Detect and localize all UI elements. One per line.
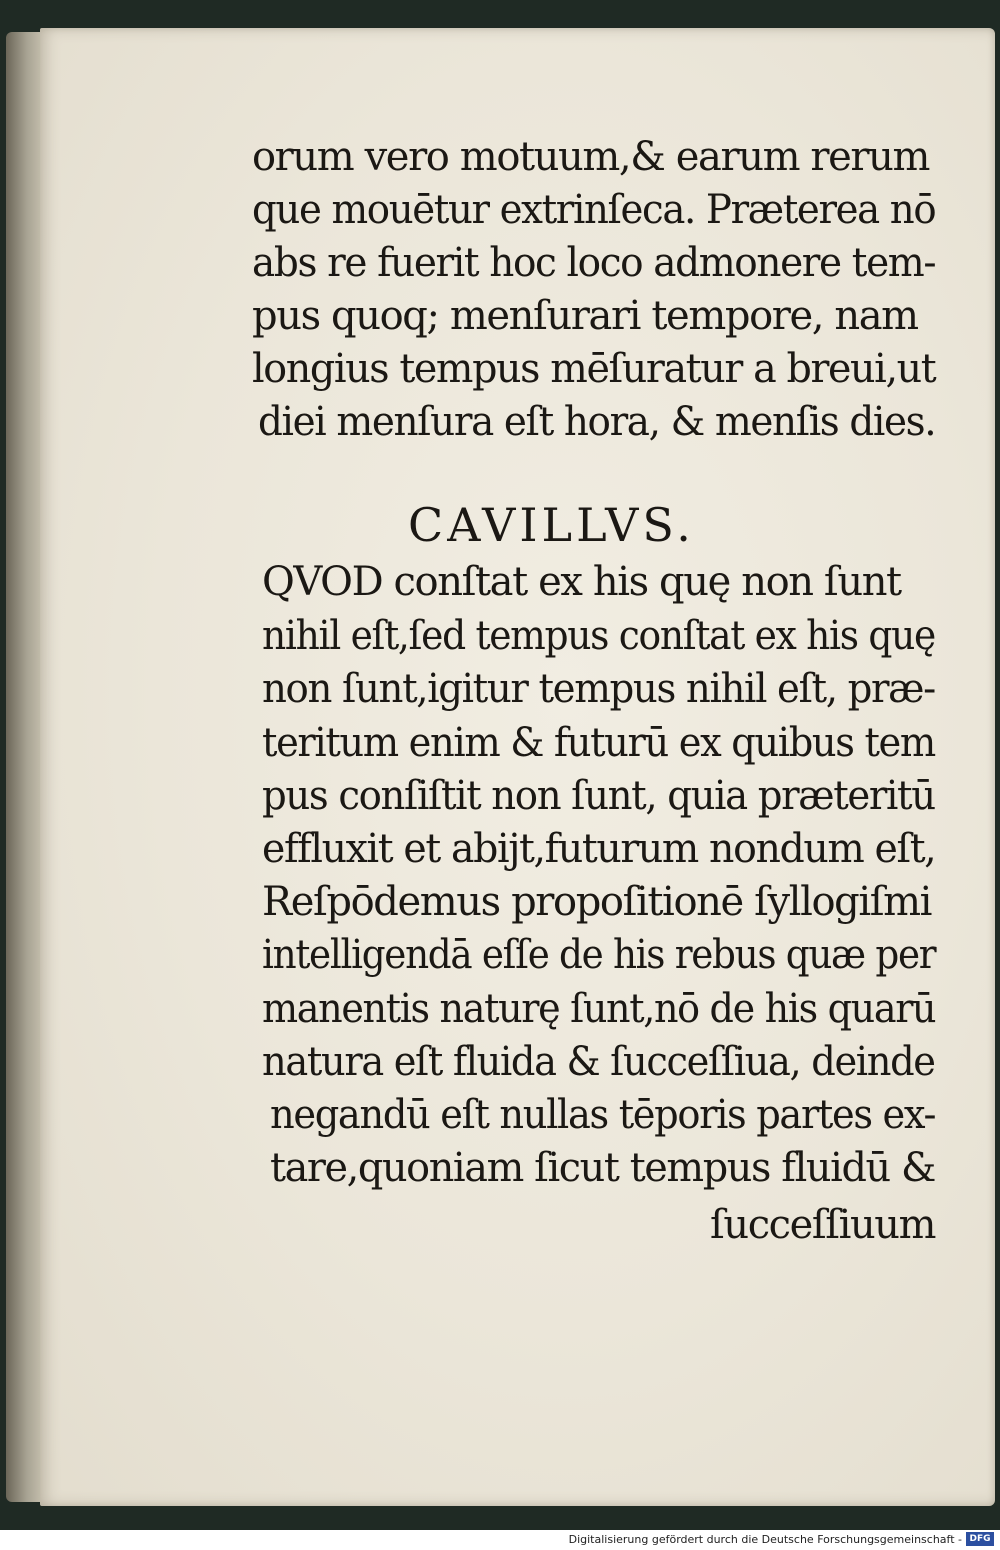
body-line-9: manentis naturę ſunt,nō de his quarū [262,986,936,1032]
body-line-3: non ſunt,igitur tempus nihil eſt, præ- [262,666,935,712]
section-heading: CAVILLVS. [408,498,695,552]
text-line-2: que mouētur extrinſeca. Præterea nō [252,187,936,233]
body-line-4: teritum enim & futurū ex quibus tem [262,720,935,766]
body-line-11: negandū eſt nullas tēporis partes ex- [270,1092,936,1138]
body-line-6: effluxit et abijt,futurum nondum eſt, [262,826,936,872]
funding-credit: Digitalisierung gefördert durch die Deutsche Forschungsgemeinschaft - [568,1533,962,1546]
body-line-1: QVOD conſtat ex his quę non ſunt [262,559,901,605]
dfg-logo: DFG [966,1532,994,1546]
show-through-shadow [255,458,267,502]
body-line-10: natura eſt fluida & ſucceſſiua, deinde [262,1039,935,1085]
text-line-3: abs re fuerit hoc loco admonere tem- [252,240,936,286]
body-line-2: nihil eſt,ſed tempus conſtat ex his quę [262,613,935,659]
body-line-7: Reſpōdemus propoſitionē ſyllogiſmi [262,879,932,925]
text-line-1: orum vero motuum,& earum rerum [252,134,930,180]
body-line-8: intelligendā eſſe de his rebus quæ per [262,932,936,978]
text-line-5: longius tempus mēſuratur a breui,ut [252,346,936,392]
text-line-6: diei menſura eſt hora, & menſis dies. [258,399,936,445]
body-line-5: pus conſiſtit non ſunt, quia præteritū [262,773,935,819]
body-line-12: tare,quoniam ſicut tempus fluidū & [270,1145,936,1191]
catchword: ſucceſſiuum [710,1202,936,1248]
text-line-4: pus quoq; menſurari tempore, nam [252,293,918,339]
